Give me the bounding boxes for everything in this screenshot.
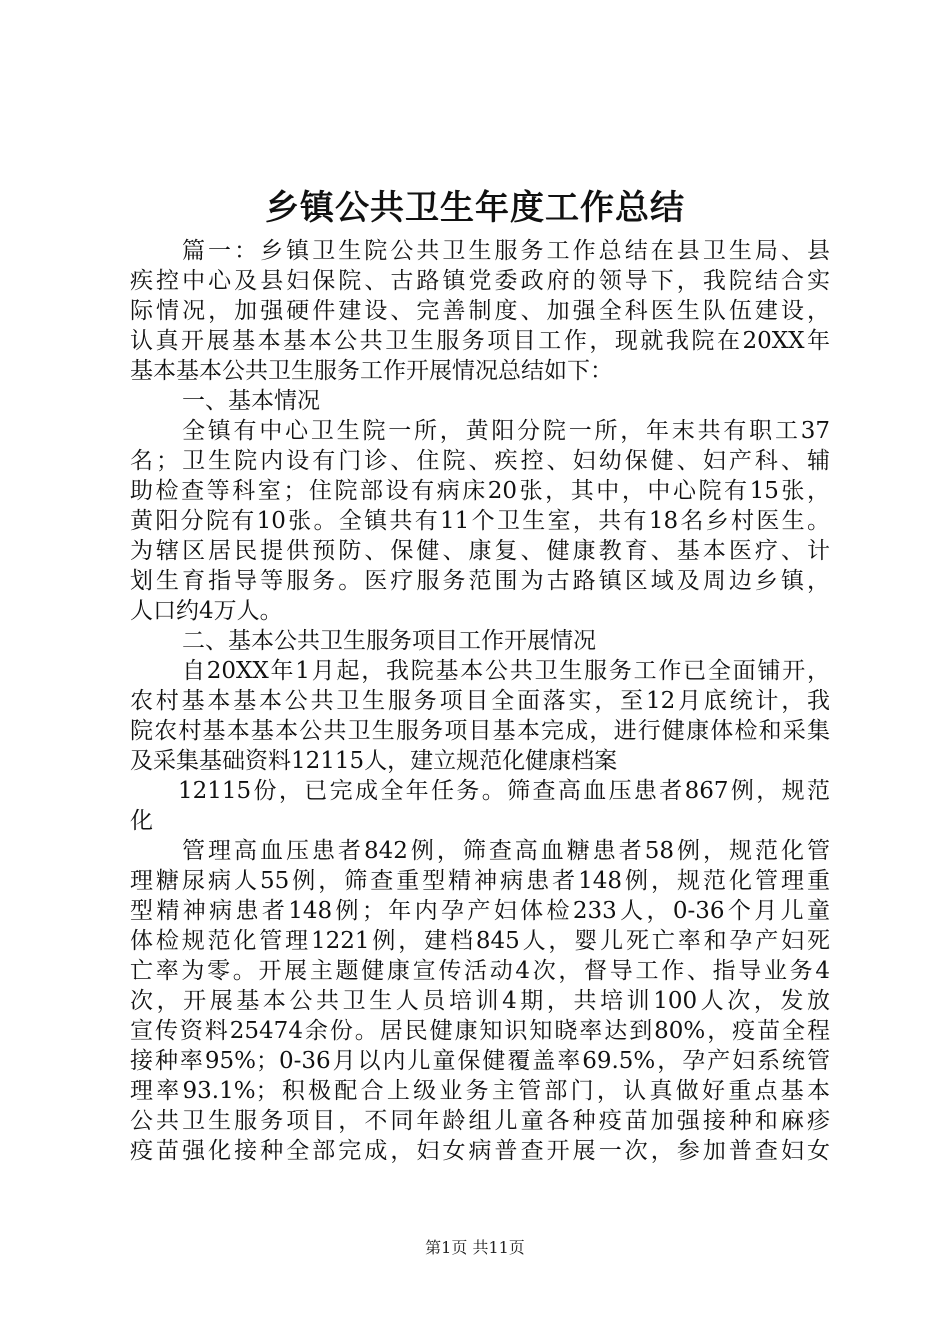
paragraph-line: 篇一：乡镇卫生院公共卫生服务工作总结在县卫生局、县: [182, 238, 830, 264]
paragraph-line: 划生育指导等服务。医疗服务范围为古路镇区域及周边乡镇，: [130, 568, 830, 594]
paragraph-line: 为辖区居民提供预防、保健、康复、健康教育、基本医疗、计: [130, 538, 830, 564]
paragraph-line: 宣传资料25474余份。居民健康知识知晓率达到80%，疫苗全程: [130, 1018, 830, 1044]
paragraph-line: 理率93.1%；积极配合上级业务主管部门，认真做好重点基本: [130, 1078, 830, 1104]
paragraph-line: 认真开展基本基本公共卫生服务项目工作，现就我院在20XX年: [130, 328, 830, 354]
paragraph-line: 全镇有中心卫生院一所，黄阳分院一所，年末共有职工37: [182, 418, 830, 444]
document-body: [130, 236, 830, 1166]
paragraph-line: 农村基本基本公共卫生服务项目全面落实，至12月底统计，我: [130, 688, 830, 714]
paragraph-line: 基本基本公共卫生服务工作开展情况总结如下：: [130, 358, 613, 384]
paragraph-line: 助检查等科室；住院部设有病床20张，其中，中心院有15张，: [130, 478, 830, 504]
paragraph-line: 管理高血压患者842例，筛查高血糖患者58例，规范化管: [182, 838, 830, 864]
paragraph-line: 型精神病患者148例；年内孕产妇体检233人，0-36个月儿童: [130, 898, 830, 924]
paragraph-line: 名；卫生院内设有门诊、住院、疾控、妇幼保健、妇产科、辅: [130, 448, 830, 474]
paragraph-line: 接种率95%；0-36月以内儿童保健覆盖率69.5%，孕产妇系统管: [130, 1048, 830, 1074]
section-heading: 一、基本情况: [182, 388, 320, 414]
paragraph-line: 公共卫生服务项目，不同年龄组儿童各种疫苗加强接种和麻疹: [130, 1108, 830, 1134]
page-number: 第1页 共11页: [425, 1238, 525, 1257]
section-heading: 二、基本公共卫生服务项目工作开展情况: [182, 628, 596, 654]
paragraph-line: 疫苗强化接种全部完成，妇女病普查开展一次，参加普查妇女: [130, 1138, 830, 1164]
paragraph-line: 人口约4万人。: [130, 598, 283, 624]
paragraph-line: 亡率为零。开展主题健康宣传活动4次，督导工作、指导业务4: [130, 958, 830, 984]
paragraph-line: 化: [130, 808, 153, 834]
paragraph-line: 黄阳分院有10张。全镇共有11个卫生室，共有18名乡村医生。: [130, 508, 830, 534]
paragraph-line: 及采集基础资料12115人，建立规范化健康档案: [130, 748, 618, 774]
paragraph-line: 院农村基本基本公共卫生服务项目基本完成，进行健康体检和采集: [130, 718, 830, 744]
paragraph-line: 次，开展基本公共卫生人员培训4期，共培训100人次，发放: [130, 988, 830, 1014]
paragraph-line: 疾控中心及县妇保院、古路镇党委政府的领导下，我院结合实: [130, 268, 830, 294]
document-title: 乡镇公共卫生年度工作总结: [265, 188, 685, 228]
paragraph-line: 际情况，加强硬件建设、完善制度、加强全科医生队伍建设，: [130, 298, 830, 324]
paragraph-line: 体检规范化管理1221例，建档845人，婴儿死亡率和孕产妇死: [130, 928, 830, 954]
paragraph-line: 理糖尿病人55例，筛查重型精神病患者148例，规范化管理重: [130, 868, 830, 894]
paragraph-line: 12115份，已完成全年任务。筛查高血压患者867例，规范: [178, 778, 830, 804]
paragraph-line: 自20XX年1月起，我院基本公共卫生服务工作已全面铺开，: [182, 658, 830, 684]
